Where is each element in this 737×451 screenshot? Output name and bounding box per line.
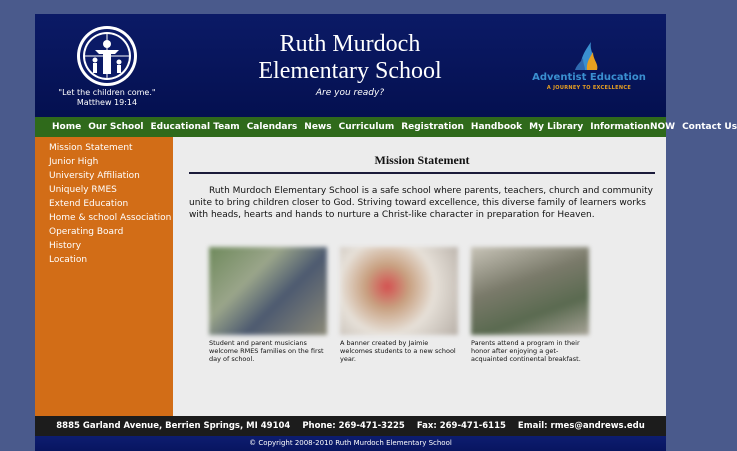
mission-paragraph: Ruth Murdoch Elementary School is a safe school where parents, teachers, church and community unite to bring children closer to God. Striving toward excellence, this diverse family of learners works with heads, hearts and hands to nurture a Christ-like character in preparation for Heaven. <box>189 186 653 220</box>
adventist-education-logo[interactable] <box>531 40 647 96</box>
footer-contact <box>35 416 666 436</box>
motto-text: "Let the children come." <box>58 88 156 97</box>
nav-curriculum[interactable]: Curriculum <box>338 122 395 132</box>
photo-musicians[interactable] <box>209 247 327 335</box>
sidebar-item-university-affiliation[interactable]: University Affiliation <box>49 171 140 181</box>
nav-our-school[interactable]: Our School <box>88 122 144 132</box>
footer-fax: Fax: 269-471-6115 <box>416 421 506 431</box>
footer-phone: Phone: 269-471-3225 <box>302 421 405 431</box>
caption-musicians: Student and parent musicians welcome RMES families on the first day of school. <box>209 339 324 363</box>
footer-email[interactable]: Email: rmes@andrews.edu <box>517 421 645 431</box>
sidebar-item-history[interactable]: History <box>49 241 82 251</box>
sidebar-item-uniquely-rmes[interactable]: Uniquely RMES <box>49 185 117 195</box>
site-tagline: Are you ready? <box>315 88 385 98</box>
sidebar-item-junior-high[interactable]: Junior High <box>49 157 99 167</box>
footer-address: 8885 Garland Avenue, Berrien Springs, MI 49104 <box>56 421 291 431</box>
nav-calendars[interactable]: Calendars <box>246 122 298 132</box>
sidebar-item-extend-education[interactable]: Extend Education <box>49 199 129 209</box>
sidebar-item-mission-statement[interactable]: Mission Statement <box>49 143 133 153</box>
sidebar-item-operating-board[interactable]: Operating Board <box>49 227 124 237</box>
page-container <box>35 14 737 451</box>
nav-home[interactable]: Home <box>52 122 82 132</box>
adventist-flame-icon <box>531 40 647 72</box>
site-title[interactable] <box>215 31 485 85</box>
nav-my-library[interactable]: My Library <box>529 122 584 132</box>
page-title: Mission Statement <box>374 153 470 167</box>
school-logo[interactable] <box>75 24 139 88</box>
sidebar-item-location[interactable]: Location <box>49 255 88 265</box>
caption-parents: Parents attend a program in their honor after enjoying a get-acquainted continental breakfast. <box>471 339 581 363</box>
motto-reference: Matthew 19:14 <box>76 98 138 107</box>
title-line-2: Elementary School <box>258 58 442 84</box>
footer-copyright: © Copyright 2008-2010 Ruth Murdoch Elementary School <box>35 436 666 451</box>
partner-name: Adventist Education <box>532 72 646 83</box>
photo-banner[interactable] <box>340 247 458 335</box>
nav-contact-us[interactable]: Contact Us <box>682 122 737 132</box>
heading-divider <box>189 172 655 174</box>
partner-subtitle: A JOURNEY TO EXCELLENCE <box>546 85 632 91</box>
school-motto <box>55 88 159 108</box>
school-seal-icon <box>75 24 139 88</box>
caption-banner: A banner created by Jaimie welcomes students to a new school year. <box>340 339 456 363</box>
sidebar <box>35 137 173 416</box>
site-header <box>35 14 666 117</box>
main-content <box>173 137 666 416</box>
nav-informationnow[interactable]: InformationNOW <box>590 122 676 132</box>
sidebar-item-home-school-association[interactable]: Home & school Association <box>49 213 172 223</box>
main-nav <box>35 117 737 137</box>
photo-parents[interactable] <box>471 247 589 335</box>
nav-handbook[interactable]: Handbook <box>470 122 523 132</box>
nav-registration[interactable]: Registration <box>401 122 464 132</box>
nav-educational-team[interactable]: Educational Team <box>150 122 240 132</box>
title-line-1: Ruth Murdoch <box>279 31 421 57</box>
nav-news[interactable]: News <box>304 122 332 132</box>
